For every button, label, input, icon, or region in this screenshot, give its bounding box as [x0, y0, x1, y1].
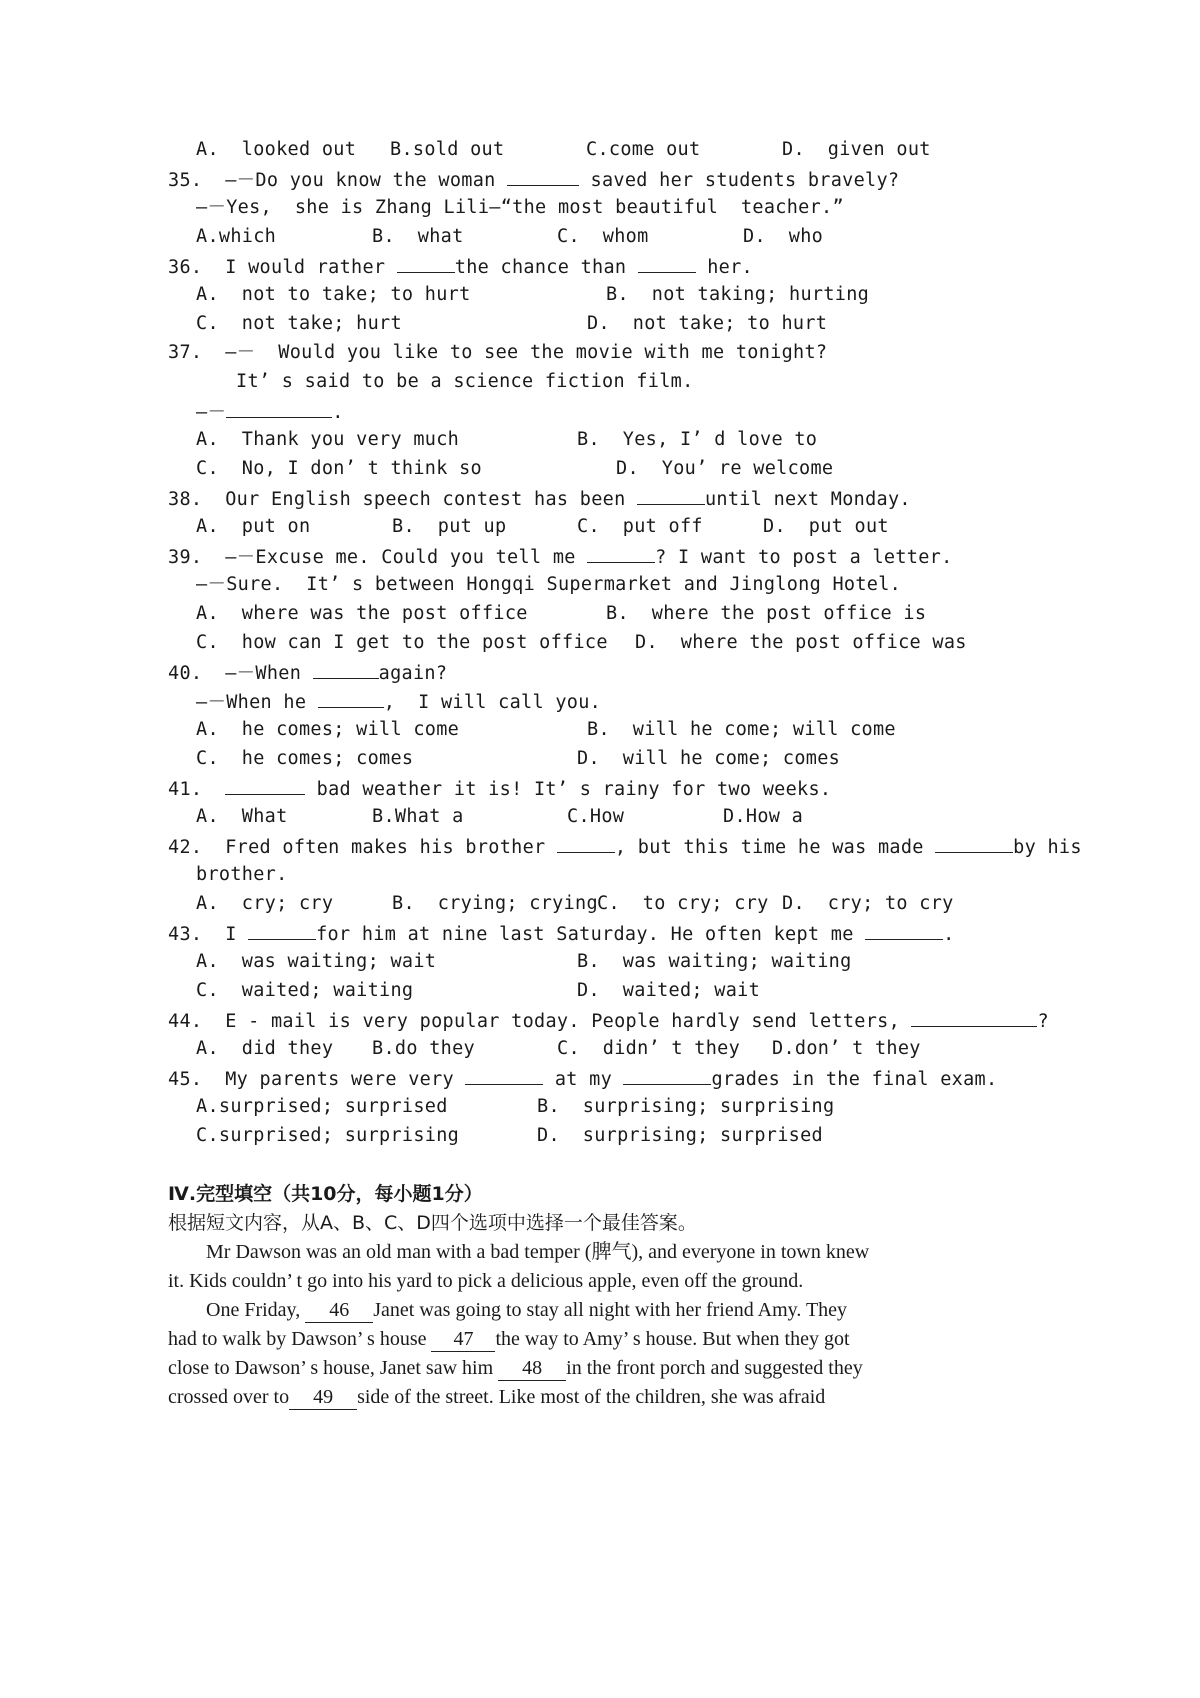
q42-option-b: B. crying; crying [392, 893, 598, 914]
cloze-blank-49: 49 [289, 1385, 357, 1410]
passage-line: had to walk by Dawson’ s house 47 the way to Amy’ s house. But when they got [168, 1328, 850, 1350]
q38-stem: 38. Our English speech contest has been until next Monday. [168, 486, 911, 512]
answer-blank [557, 834, 615, 853]
q35-stem: 35. —－Do you know the woman saved her students bravely? [168, 167, 899, 193]
q42-stem: 42. Fred often makes his brother , but this time he was made by his [168, 834, 1082, 860]
q35-option-a: A.which [196, 226, 277, 247]
answer-blank [623, 1066, 711, 1085]
q40-option-a: A. he comes; will come [196, 719, 460, 740]
answer-blank [397, 254, 455, 273]
q45-option-c: C.surprised; surprising [196, 1125, 460, 1146]
q44-option-b: B.do they [372, 1038, 475, 1059]
q38-option-c: C. put off [577, 516, 703, 537]
q40-stem: 40. —－When again? [168, 660, 447, 686]
answer-blank [935, 834, 1013, 853]
q35-option-c: C. whom [557, 226, 649, 247]
q39-option-c: C. how can I get to the post office [196, 632, 608, 653]
q43-option-a: A. was waiting; wait [196, 951, 437, 972]
q44-option-c: C. didn’ t they [557, 1038, 741, 1059]
q41-stem: 41. bad weather it is! It’ s rainy for two weeks. [168, 776, 831, 802]
q34-option-c: C.come out [586, 139, 701, 160]
q36-option-d: D. not take; to hurt [587, 313, 828, 334]
cloze-blank-47: 47 [431, 1327, 495, 1352]
q45-option-a: A.surprised; surprised [196, 1096, 448, 1117]
q38-option-b: B. put up [392, 516, 507, 537]
q35-option-d: D. who [743, 226, 824, 247]
q40-option-d: D. will he come; comes [577, 748, 841, 769]
cloze-blank-46: 46 [305, 1298, 373, 1323]
q42-option-c: C. to cry; cry [597, 893, 769, 914]
answer-blank [226, 399, 332, 418]
q44-option-a: A. did they [196, 1038, 334, 1059]
answer-blank [248, 921, 316, 940]
q35-reply: —－Yes, she is Zhang Lili—“the most beautiful teacher.” [196, 197, 844, 218]
section-heading: Ⅳ.完型填空（共10分，每小题1分） [168, 1183, 483, 1205]
answer-blank [313, 660, 379, 679]
answer-blank [225, 776, 305, 795]
q39-option-d: D. where the post office was [635, 632, 967, 653]
q44-option-d: D.don’ t they [772, 1038, 921, 1059]
section-instruction: 根据短文内容，从A、B、C、D四个选项中选择一个最佳答案。 [168, 1212, 697, 1234]
q37-option-d: D. You’ re welcome [616, 458, 834, 479]
answer-blank [911, 1008, 1037, 1027]
q40-option-c: C. he comes; comes [196, 748, 414, 769]
q34-option-d: D. given out [782, 139, 931, 160]
q39-reply: —－Sure. It’ s between Hongqi Supermarket and Jinglong Hotel. [196, 574, 902, 595]
q34-option-a: A. looked out [196, 139, 357, 160]
q41-option-a: A. What [196, 806, 288, 827]
q38-option-a: A. put on [196, 516, 311, 537]
q37-stem-cont: It’ s said to be a science fiction film. [236, 371, 694, 392]
passage-line: close to Dawson’ s house, Janet saw him 48 in the front porch and suggested they [168, 1357, 863, 1379]
q43-option-c: C. waited; waiting [196, 980, 414, 1001]
q41-option-b: B.What a [372, 806, 464, 827]
q42-option-d: D. cry; to cry [782, 893, 954, 914]
q40-reply: —－When he , I will call you. [196, 689, 601, 715]
answer-blank [465, 1066, 543, 1085]
answer-blank [638, 254, 696, 273]
q41-option-c: C.How [567, 806, 625, 827]
passage-line: One Friday, 46 Janet was going to stay all night with her friend Amy. They [206, 1299, 848, 1321]
q37-option-b: B. Yes, I’ d love to [577, 429, 818, 450]
q45-option-d: D. surprising; surprised [537, 1125, 823, 1146]
q39-stem: 39. —－Excuse me. Could you tell me ? I want to post a letter. [168, 544, 953, 570]
q37-option-c: C. No, I don’ t think so [196, 458, 482, 479]
answer-blank [507, 167, 579, 186]
q43-option-d: D. waited; wait [577, 980, 761, 1001]
passage-line: it. Kids couldn’ t go into his yard to pick a delicious apple, even off the ground. [168, 1270, 804, 1292]
q42-stem-cont: brother. [196, 864, 288, 885]
q36-option-b: B. not taking; hurting [606, 284, 870, 305]
answer-blank [318, 689, 384, 708]
q36-option-a: A. not to take; to hurt [196, 284, 471, 305]
q37-reply: —－ . [196, 399, 344, 425]
answer-blank [865, 921, 943, 940]
passage-line: crossed over to 49 side of the street. Like most of the children, she was afraid [168, 1386, 826, 1408]
q34-option-b: B.sold out [390, 139, 505, 160]
q37-option-a: A. Thank you very much [196, 429, 460, 450]
answer-blank [587, 544, 655, 563]
q37-stem: 37. —－ Would you like to see the movie with me tonight? [168, 342, 828, 363]
passage-line: Mr Dawson was an old man with a bad temper (脾气), and everyone in town knew [206, 1241, 870, 1263]
q36-stem: 36. I would rather the chance than her. [168, 254, 753, 280]
q42-option-a: A. cry; cry [196, 893, 334, 914]
answer-blank [637, 486, 705, 505]
q41-option-d: D.How a [723, 806, 804, 827]
q38-option-d: D. put out [763, 516, 889, 537]
q39-option-b: B. where the post office is [606, 603, 927, 624]
q43-option-b: B. was waiting; waiting [577, 951, 852, 972]
q45-stem: 45. My parents were very at my grades in the final exam. [168, 1066, 997, 1092]
q35-option-b: B. what [372, 226, 464, 247]
q45-option-b: B. surprising; surprising [537, 1096, 835, 1117]
cloze-blank-48: 48 [498, 1356, 566, 1381]
q39-option-a: A. where was the post office [196, 603, 528, 624]
q43-stem: 43. I for him at nine last Saturday. He often kept me . [168, 921, 955, 947]
q40-option-b: B. will he come; will come [587, 719, 896, 740]
q44-stem: 44. E - mail is very popular today. People hardly send letters, ? [168, 1008, 1049, 1034]
q36-option-c: C. not take; hurt [196, 313, 402, 334]
